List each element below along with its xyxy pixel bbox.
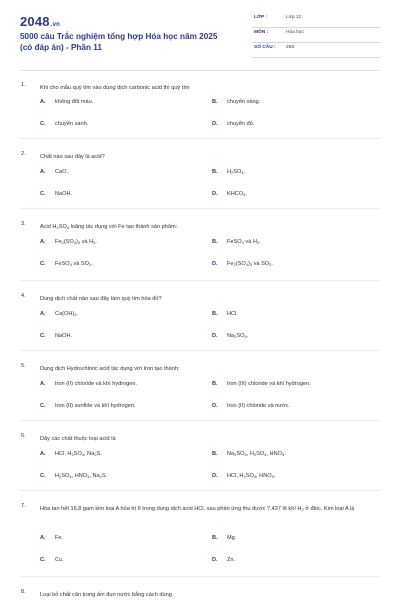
option-text: $Ca(OH)_2$. bbox=[55, 311, 79, 317]
meta-value: 258 bbox=[286, 45, 295, 50]
option-text: $KHCO_3$. bbox=[227, 191, 247, 197]
answer-option-d[interactable] bbox=[212, 557, 235, 563]
option-text: CaO. bbox=[55, 169, 69, 175]
answer-option-b[interactable] bbox=[212, 311, 238, 317]
question-divider bbox=[20, 490, 380, 491]
question-divider bbox=[20, 420, 380, 421]
option-text: Fe. bbox=[55, 535, 64, 541]
option-text: Cu. bbox=[55, 557, 64, 563]
answer-option-c[interactable] bbox=[40, 403, 136, 409]
answer-option-d[interactable] bbox=[212, 261, 273, 267]
option-letter: D. bbox=[212, 473, 218, 479]
option-text: HCl. bbox=[227, 311, 238, 317]
question-stem: Acid $H_2SO_4$ loãng tác dụng với Fe tạo thành sản phẩm: bbox=[40, 224, 178, 230]
option-text: chuyển xanh. bbox=[55, 121, 89, 127]
meta-label: SỐ CÂU : bbox=[254, 45, 276, 50]
option-letter: A. bbox=[40, 311, 46, 317]
answer-option-a[interactable] bbox=[40, 169, 68, 175]
option-text: Iron (II) sunfide và khí hydrogen. bbox=[55, 403, 136, 409]
option-letter: A. bbox=[40, 239, 46, 245]
answer-option-a[interactable] bbox=[40, 99, 93, 105]
question-number: 1. bbox=[21, 82, 26, 88]
question-stem: Hòa tan hết 16,8 gam kim loại A hóa trị II trong dung dịch acid HCl, sau phản ứng thu được 7,437 lít khí $H_2$ ở đktc. Kim loại A là bbox=[40, 506, 355, 512]
option-letter: C. bbox=[40, 403, 46, 409]
logo-main: 2048 bbox=[20, 14, 50, 29]
answer-option-b[interactable] bbox=[212, 381, 311, 387]
answer-option-d[interactable] bbox=[212, 473, 275, 479]
question-divider bbox=[20, 208, 380, 209]
question-divider bbox=[20, 576, 380, 577]
option-letter: D. bbox=[212, 191, 218, 197]
option-letter: B. bbox=[212, 239, 218, 245]
option-text: $H_2SO_4$. bbox=[227, 169, 246, 175]
option-letter: D. bbox=[212, 403, 218, 409]
option-text: $Na_2SO_4$. bbox=[227, 333, 249, 339]
question-number: 6. bbox=[21, 433, 26, 439]
question-number: 4. bbox=[21, 293, 26, 299]
option-letter: B. bbox=[212, 381, 218, 387]
option-letter: C. bbox=[40, 473, 46, 479]
question-divider bbox=[20, 138, 380, 139]
option-text: NaOH. bbox=[55, 333, 73, 339]
option-letter: B. bbox=[212, 535, 218, 541]
meta-subject bbox=[252, 28, 380, 43]
option-letter: A. bbox=[40, 99, 46, 105]
answer-option-b[interactable] bbox=[212, 535, 236, 541]
option-text: chuyển đỏ. bbox=[227, 121, 255, 127]
answer-option-c[interactable] bbox=[40, 191, 72, 197]
option-letter: C. bbox=[40, 121, 46, 127]
question-stem: Dung dịch Hydrochloric acid tác dụng với Iron tạo thành: bbox=[40, 366, 180, 372]
meta-label: MÔN : bbox=[254, 30, 269, 35]
answer-option-c[interactable] bbox=[40, 473, 107, 479]
option-text: $Fe_2(SO_4)_3$ và $SO_2$. bbox=[227, 261, 273, 267]
answer-option-b[interactable] bbox=[212, 99, 260, 105]
question-number: 2. bbox=[21, 151, 26, 157]
option-text: Zn. bbox=[227, 557, 236, 563]
option-letter: C. bbox=[40, 261, 46, 267]
question-divider bbox=[20, 280, 380, 281]
option-text: Mg. bbox=[227, 535, 237, 541]
option-letter: A. bbox=[40, 451, 46, 457]
option-letter: D. bbox=[212, 333, 218, 339]
question-stem: Dung dịch chất nào sau đây làm quỳ tím hóa đỏ? bbox=[40, 296, 162, 302]
answer-option-d[interactable] bbox=[212, 191, 247, 197]
option-text: $Fe_2(SO_4)_3$ và $H_2$. bbox=[55, 239, 97, 245]
page-header bbox=[0, 0, 400, 66]
option-letter: C. bbox=[40, 191, 46, 197]
option-text: không đổi màu. bbox=[55, 99, 94, 105]
answer-option-b[interactable] bbox=[212, 451, 286, 457]
answer-option-c[interactable] bbox=[40, 333, 72, 339]
option-letter: A. bbox=[40, 535, 46, 541]
answer-option-a[interactable] bbox=[40, 239, 97, 245]
option-letter: A. bbox=[40, 169, 46, 175]
answer-option-a[interactable] bbox=[40, 535, 63, 541]
answer-option-a[interactable] bbox=[40, 381, 137, 387]
question-stem: Loại bỏ chất cặn trong ấm đun nước bằng cách dùng bbox=[40, 592, 172, 598]
answer-option-a[interactable] bbox=[40, 451, 102, 457]
option-text: $H_2SO_4$, $HNO_3$, $Na_2S$. bbox=[55, 473, 108, 479]
option-letter: B. bbox=[212, 451, 218, 457]
meta-grade bbox=[252, 13, 380, 28]
meta-question-count bbox=[252, 43, 380, 58]
meta-label: LỚP : bbox=[254, 15, 268, 20]
option-letter: B. bbox=[212, 311, 218, 317]
question-stem: Khi cho mẫu quỳ tím vào dung dịch carbonic acid thì quỳ tím bbox=[40, 85, 190, 91]
option-letter: B. bbox=[212, 99, 218, 105]
logo-suffix: .vn bbox=[50, 22, 61, 28]
question-divider bbox=[20, 350, 380, 351]
option-text: $Na_2SO_4$, $H_2SO_4$, $HNO_3$. bbox=[227, 451, 286, 457]
answer-option-d[interactable] bbox=[212, 403, 290, 409]
question-stem: Chất nào sau đây là acid? bbox=[40, 154, 105, 160]
option-letter: B. bbox=[212, 169, 218, 175]
site-logo[interactable] bbox=[20, 14, 60, 29]
option-letter: D. bbox=[212, 261, 218, 267]
option-letter: C. bbox=[40, 333, 46, 339]
answer-option-c[interactable] bbox=[40, 121, 88, 127]
option-text: Iron (II) chloride và khí hydrogen. bbox=[55, 381, 138, 387]
option-letter: D. bbox=[212, 121, 218, 127]
meta-value: Hóa học bbox=[286, 30, 304, 35]
answer-option-b[interactable] bbox=[212, 169, 245, 175]
answer-option-a[interactable] bbox=[40, 311, 78, 317]
document-title: 5000 câu Trắc nghiệm tổng hợp Hóa học năm 2025 (có đáp án) - Phần 11 bbox=[20, 32, 218, 52]
answer-option-c[interactable] bbox=[40, 261, 93, 267]
meta-value: Lớp 12 bbox=[286, 15, 302, 20]
option-text: HCl, $H_2SO_4$, $Na_2S$. bbox=[55, 451, 102, 457]
question-stem: Dãy các chất thuộc loại acid là bbox=[40, 436, 116, 442]
option-letter: A. bbox=[40, 381, 46, 387]
option-text: chuyển vàng. bbox=[227, 99, 261, 105]
option-text: FeSO$_4$ và $H_2$. bbox=[227, 239, 261, 245]
answer-option-b[interactable] bbox=[212, 239, 261, 245]
option-text: FeSO$_4$ và $SO_2$. bbox=[55, 261, 93, 267]
answer-option-d[interactable] bbox=[212, 333, 248, 339]
option-text: NaOH. bbox=[55, 191, 73, 197]
answer-option-c[interactable] bbox=[40, 557, 64, 563]
option-text: Iron (II) chloride và nước. bbox=[227, 403, 291, 409]
header-divider bbox=[20, 70, 380, 71]
option-letter: D. bbox=[212, 557, 218, 563]
option-text: Iron (III) chloride và khí hydrogen. bbox=[227, 381, 311, 387]
question-number: 7. bbox=[21, 503, 26, 509]
option-letter: C. bbox=[40, 557, 46, 563]
question-number: 3. bbox=[21, 221, 26, 227]
question-number: 5. bbox=[21, 363, 26, 369]
answer-option-d[interactable] bbox=[212, 121, 254, 127]
question-number: 8. bbox=[21, 589, 26, 595]
option-text: HCl, $H_2SO_4$, $HNO_3$. bbox=[227, 473, 276, 479]
